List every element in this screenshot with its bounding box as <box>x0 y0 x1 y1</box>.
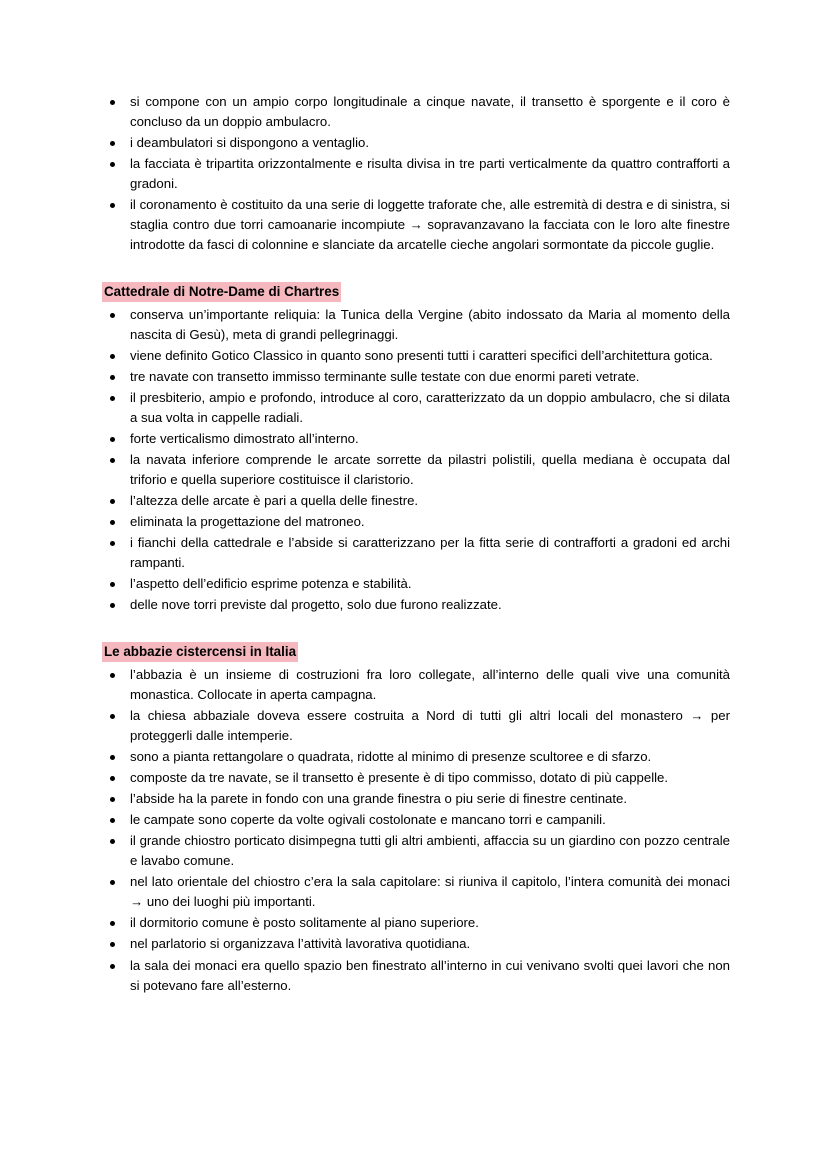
list-item: sono a pianta rettangolare o quadrata, ridotte al minimo di presenze scultoree e di sfarzo. <box>100 747 730 767</box>
list-item: il grande chiostro porticato disimpegna tutti gli altri ambienti, affaccia su un giardino con pozzo centrale e lavabo comune. <box>100 831 730 871</box>
bullet-list <box>100 665 730 996</box>
list-item: delle nove torri previste dal progetto, solo due furono realizzate. <box>100 595 730 615</box>
document-body <box>100 92 730 996</box>
list-item: composte da tre navate, se il transetto è presente è di tipo commisso, dotato di più cappelle. <box>100 768 730 788</box>
list-item: il presbiterio, ampio e profondo, introduce al coro, caratterizzato da un doppio ambulacro, che si dilata a sua volta in cappelle radiali. <box>100 388 730 428</box>
list-item: tre navate con transetto immisso terminante sulle testate con due enormi pareti vetrate. <box>100 367 730 387</box>
list-item: l’abbazia è un insieme di costruzioni fra loro collegate, all’interno delle quali vive una comunità monastica. Collocate in aperta campagna. <box>100 665 730 705</box>
list-item: eliminata la progettazione del matroneo. <box>100 512 730 532</box>
document-section <box>100 92 730 256</box>
list-item: nel lato orientale del chiostro c’era la sala capitolare: si riuniva il capitolo, l’intera comunità dei monaci → uno dei luoghi più importanti. <box>100 872 730 912</box>
list-item: il dormitorio comune è posto solitamente al piano superiore. <box>100 913 730 933</box>
list-item: l’abside ha la parete in fondo con una grande finestra o piu serie di finestre centinate. <box>100 789 730 809</box>
document-section <box>100 282 730 616</box>
list-item: forte verticalismo dimostrato all’interno. <box>100 429 730 449</box>
section-heading-wrapper <box>100 282 730 302</box>
bullet-list <box>100 92 730 256</box>
list-item: si compone con un ampio corpo longitudinale a cinque navate, il transetto è sporgente e il coro è concluso da un doppio ambulacro. <box>100 92 730 132</box>
section-heading: Cattedrale di Notre-Dame di Chartres <box>102 282 341 302</box>
list-item: la facciata è tripartita orizzontalmente e risulta divisa in tre parti verticalmente da quattro contrafforti a gradoni. <box>100 154 730 194</box>
list-item: nel parlatorio si organizzava l’attività lavorativa quotidiana. <box>100 934 730 954</box>
section-heading: Le abbazie cistercensi in Italia <box>102 642 298 662</box>
document-section <box>100 642 730 996</box>
bullet-list <box>100 305 730 616</box>
list-item: il coronamento è costituito da una serie di loggette traforate che, alle estremità di destra e di sinistra, si staglia contro due torri camoanarie incompiute → sopravanzavano la facciata con le loro alte finestre introdotte da fasci di colonnine e slanciate da arcatelle cieche angolari sormontate da piccole guglie. <box>100 195 730 255</box>
list-item: conserva un’importante reliquia: la Tunica della Vergine (abito indossato da Maria al momento della nascita di Gesù), meta di grandi pellegrinaggi. <box>100 305 730 345</box>
list-item: viene definito Gotico Classico in quanto sono presenti tutti i caratteri specifici dell’architettura gotica. <box>100 346 730 366</box>
section-heading-wrapper <box>100 642 730 662</box>
list-item: la sala dei monaci era quello spazio ben finestrato all’interno in cui venivano svolti quei lavori che non si potevano fare all’esterno. <box>100 956 730 996</box>
list-item: la navata inferiore comprende le arcate sorrette da pilastri polistili, quella mediana è occupata dal triforio e quella superiore costituisce il claristorio. <box>100 450 730 490</box>
list-item: la chiesa abbaziale doveva essere costruita a Nord di tutti gli altri locali del monastero → per proteggerli dalle intemperie. <box>100 706 730 746</box>
list-item: i deambulatori si dispongono a ventaglio. <box>100 133 730 153</box>
list-item: i fianchi della cattedrale e l’abside si caratterizzano per la fitta serie di contrafforti a gradoni ed archi rampanti. <box>100 533 730 573</box>
list-item: l’aspetto dell’edificio esprime potenza e stabilità. <box>100 574 730 594</box>
list-item: l’altezza delle arcate è pari a quella delle finestre. <box>100 491 730 511</box>
list-item: le campate sono coperte da volte ogivali costolonate e mancano torri e campanili. <box>100 810 730 830</box>
